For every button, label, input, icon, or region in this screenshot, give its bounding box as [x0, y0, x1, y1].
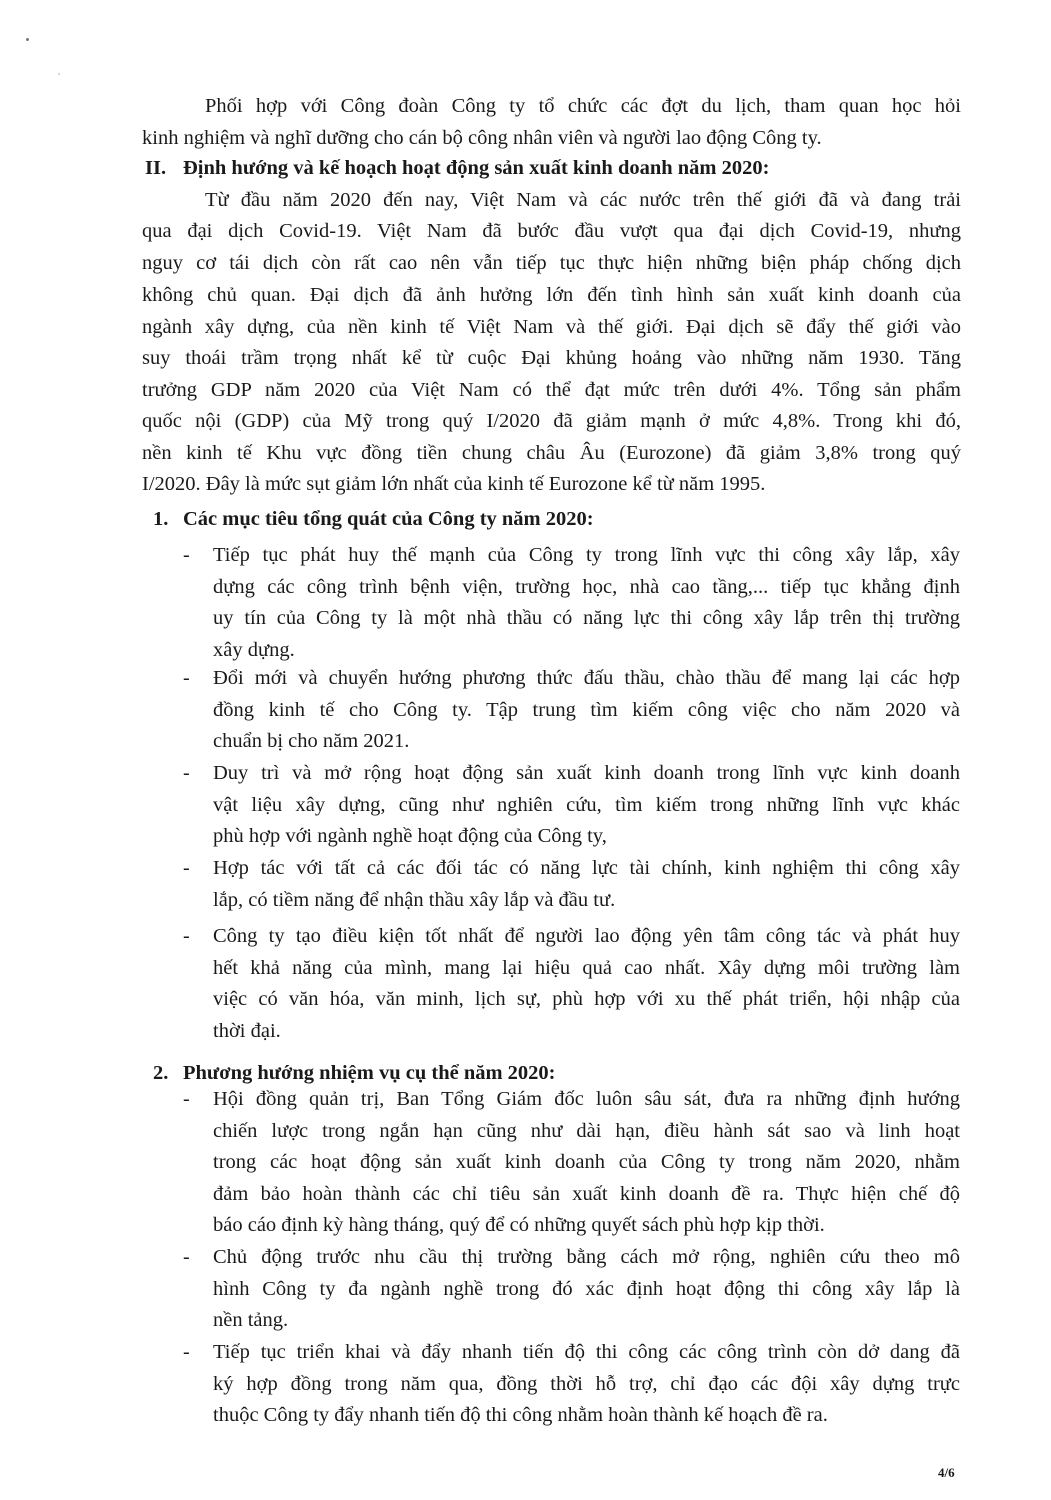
bullet-dash: -	[183, 1088, 190, 1110]
bullet-line: hết khả năng của mình, mang lại hiệu quả cao nhất. Xây dựng môi trường làm	[213, 956, 960, 979]
bullet-dash: -	[183, 544, 190, 566]
bullet-dash: -	[183, 1246, 190, 1268]
scan-speck	[26, 38, 29, 41]
bullet-line: phù hợp với ngành nghề hoạt động của Công ty,	[213, 825, 607, 848]
subsection-number: 2.	[153, 1062, 169, 1084]
paragraph-line: I/2020. Đây là mức sụt giảm lớn nhất của kinh tế Eurozone kể từ năm 1995.	[142, 473, 766, 495]
bullet-dash: -	[183, 1341, 190, 1363]
bullet-line: thuộc Công ty đẩy nhanh tiến độ thi công nhằm hoàn thành kế hoạch đề ra.	[213, 1404, 828, 1427]
bullet-line: Duy trì và mở rộng hoạt động sản xuất kinh doanh trong lĩnh vực kinh doanh	[213, 762, 960, 784]
bullet-line: việc có văn hóa, văn minh, lịch sự, phù hợp với xu thế phát triển, hội nhập của	[213, 988, 960, 1011]
bullet-line: dựng các công trình bệnh viện, trường học, nhà cao tầng,... tiếp tục khẳng định	[213, 575, 960, 598]
bullet-line: ký hợp đồng trong năm qua, đồng thời hỗ trợ, chỉ đạo các đội xây dựng trực	[213, 1372, 960, 1395]
bullet-line: Tiếp tục phát huy thế mạnh của Công ty trong lĩnh vực thi công xây lắp, xây	[213, 544, 960, 566]
bullet-line: Tiếp tục triển khai và đẩy nhanh tiến độ thi công các công trình còn dở dang đã	[213, 1341, 960, 1363]
bullet-line: nền tảng.	[213, 1309, 289, 1332]
bullet-line: trong các hoạt động sản xuất kinh doanh của Công ty trong năm 2020, nhằm	[213, 1151, 960, 1174]
scan-speck	[58, 73, 60, 75]
paragraph-line: qua đại dịch Covid-19. Việt Nam đã bước đầu vượt qua đại dịch Covid-19, nhưng	[142, 220, 961, 242]
paragraph-line: nguy cơ tái dịch còn rất cao nên vẫn tiếp tục thực hiện những biện pháp chống dịch	[142, 252, 961, 274]
bullet-line: Hội đồng quản trị, Ban Tổng Giám đốc luôn sâu sát, đưa ra những định hướng	[213, 1088, 960, 1110]
bullet-line: Công ty tạo điều kiện tốt nhất để người lao động yên tâm công tác và phát huy	[213, 925, 960, 947]
bullet-line: báo cáo định kỳ hàng tháng, quý để có những quyết sách phù hợp kịp thời.	[213, 1214, 825, 1237]
bullet-dash: -	[183, 925, 190, 947]
paragraph-line: quốc nội (GDP) của Mỹ trong quý I/2020 đã giảm mạnh ở mức 4,8%. Trong khi đó,	[142, 410, 961, 432]
subsection-title: Các mục tiêu tổng quát của Công ty năm 2020:	[183, 508, 594, 530]
bullet-dash: -	[183, 667, 190, 689]
paragraph-line: Từ đầu năm 2020 đến nay, Việt Nam và các nước trên thế giới đã và đang trải	[205, 189, 961, 211]
paragraph-line: trưởng GDP năm 2020 của Việt Nam có thể đạt mức trên dưới 4%. Tổng sản phẩm	[142, 379, 961, 401]
bullet-line: Đổi mới và chuyển hướng phương thức đấu thầu, chào thầu để mang lại các hợp	[213, 667, 960, 689]
bullet-line: hình Công ty đa ngành nghề trong đó xác định hoạt động thi công xây lắp là	[213, 1277, 960, 1300]
bullet-line: đồng kinh tế cho Công ty. Tập trung tìm kiếm công việc cho năm 2020 và	[213, 698, 960, 721]
paragraph-line: không chủ quan. Đại dịch đã ảnh hưởng lớn đến tình hình sản xuất kinh doanh của	[142, 284, 961, 306]
bullet-line: chiến lược trong ngắn hạn cũng như dài hạn, điều hành sát sao và linh hoạt	[213, 1119, 960, 1142]
paragraph-line: ngành xây dựng, của nền kinh tế Việt Nam và thế giới. Đại dịch sẽ đẩy thế giới vào	[142, 316, 961, 338]
intro-line: Phối hợp với Công đoàn Công ty tổ chức các đợt du lịch, tham quan học hỏi	[205, 95, 961, 117]
section-title: Định hướng và kế hoạch hoạt động sản xuất kinh doanh năm 2020:	[183, 157, 770, 179]
subsection-title: Phương hướng nhiệm vụ cụ thể năm 2020:	[183, 1062, 556, 1084]
bullet-dash: -	[183, 857, 190, 879]
bullet-line: Chủ động trước nhu cầu thị trường bằng cách mở rộng, nghiên cứu theo mô	[213, 1246, 960, 1268]
bullet-line: uy tín của Công ty là một nhà thầu có năng lực thi công xây lắp trên thị trường	[213, 607, 960, 630]
bullet-dash: -	[183, 762, 190, 784]
bullet-line: đảm bảo hoàn thành các chỉ tiêu sản xuất kinh doanh đề ra. Thực hiện chế độ	[213, 1182, 960, 1205]
bullet-line: xây dựng.	[213, 638, 295, 661]
bullet-line: vật liệu xây dựng, cũng như nghiên cứu, tìm kiếm trong những lĩnh vực khác	[213, 793, 960, 816]
bullet-line: Hợp tác với tất cả các đối tác có năng lực tài chính, kinh nghiệm thi công xây	[213, 857, 960, 879]
paragraph-line: suy thoái trầm trọng nhất kể từ cuộc Đại khủng hoảng vào những năm 1930. Tăng	[142, 347, 961, 369]
intro-line: kinh nghiệm và nghĩ dưỡng cho cán bộ công nhân viên và người lao động Công ty.	[142, 127, 822, 149]
section-number: II.	[145, 157, 167, 179]
bullet-line: lắp, có tiềm năng để nhận thầu xây lắp và đầu tư.	[213, 888, 616, 911]
paragraph-line: nền kinh tế Khu vực đồng tiền chung châu Âu (Eurozone) đã giảm 3,8% trong quý	[142, 442, 961, 464]
bullet-line: thời đại.	[213, 1019, 281, 1042]
page-number: 4/6	[938, 1465, 955, 1480]
subsection-number: 1.	[153, 508, 169, 530]
bullet-line: chuẩn bị cho năm 2021.	[213, 730, 410, 753]
